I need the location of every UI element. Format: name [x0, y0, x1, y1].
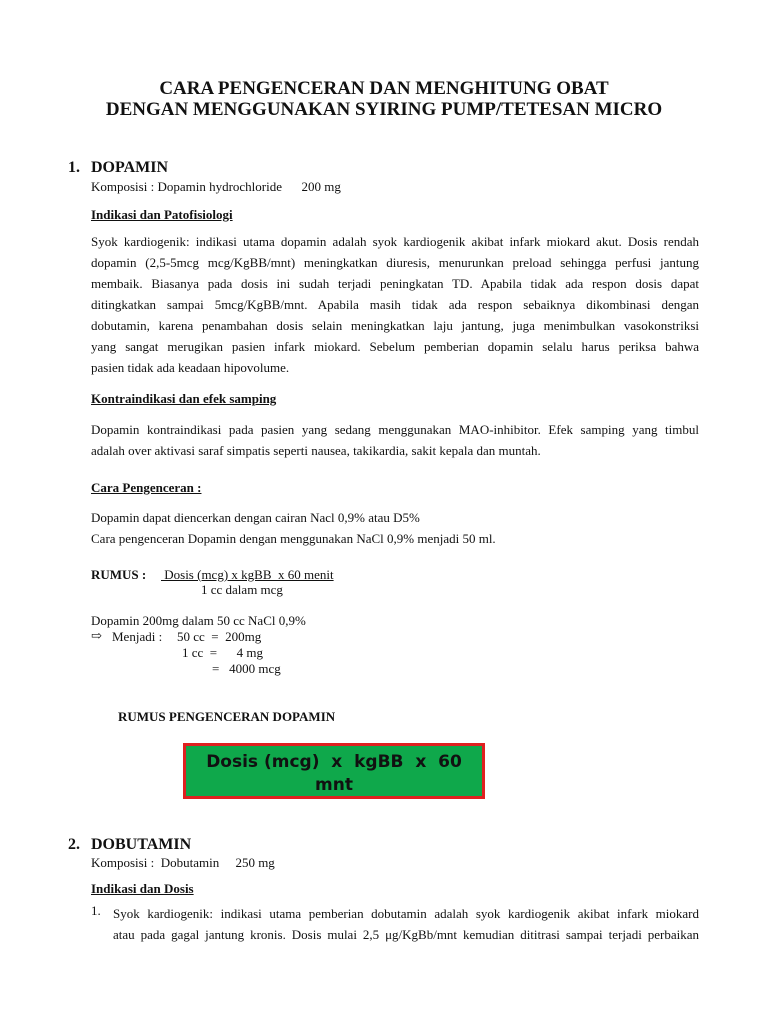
- formula-box: [183, 743, 485, 799]
- calc-line1: Dopamin 200mg dalam 50 cc NaCl 0,9%: [91, 613, 306, 628]
- paragraph-line: pasien tidak ada keadaan hipovolume.: [91, 360, 290, 375]
- rumus-numerator: Dosis (mcg) x kgBB x 60 menit: [161, 567, 334, 582]
- calc-line3: 1 cc = 4 mg: [182, 645, 263, 660]
- paragraph-line: Syok kardiogenik: indikasi utama dopamin adalah syok kardiogenik akibat infark miokard akut. Dosis rendah: [91, 234, 699, 249]
- list-item-number: 1.: [91, 903, 101, 918]
- paragraph-line: adalah over aktivasi saraf simpatis seperti nausea, takikardia, sakit kepala dan muntah.: [91, 443, 541, 458]
- dopamin-kontraindikasi-heading: Kontraindikasi dan efek samping: [91, 391, 277, 406]
- paragraph-line: Dopamin kontraindikasi pada pasien yang sedang menggunakan MAO-inhibitor. Efek samping yang timbul: [91, 422, 699, 437]
- dopamin-indikasi-paragraph: [91, 231, 699, 378]
- paragraph-line: membaik. Biasanya pada dosis ini sudah terjadi peningkatan TD. Apabila tidak ada respon dosis dapat: [91, 276, 699, 291]
- paragraph-line: atau pada gagal jantung kronis. Dosis mulai 2,5 μg/KgBb/mnt kemudian dititrasi sampai terjadi perbaikan: [113, 927, 699, 942]
- dopamin-cara-line2: Cara pengenceran Dopamin dengan menggunakan NaCl 0,9% menjadi 50 ml.: [91, 531, 496, 546]
- dopamin-cara-line1: Dopamin dapat diencerkan dengan cairan Nacl 0,9% atau D5%: [91, 510, 420, 525]
- section-heading-dobutamin: DOBUTAMIN: [91, 836, 192, 853]
- section-number-1: 1.: [68, 159, 80, 176]
- section-number-2: 2.: [68, 836, 80, 853]
- section-heading-dopamin: DOPAMIN: [91, 159, 169, 176]
- rumus-pengenceran-heading: RUMUS PENGENCERAN DOPAMIN: [118, 709, 336, 724]
- dopamin-komposisi: Komposisi : Dopamin hydrochloride 200 mg: [91, 179, 341, 194]
- dopamin-kontraindikasi-paragraph: [91, 419, 699, 461]
- dobutamin-indikasi-heading: Indikasi dan Dosis: [91, 881, 194, 896]
- document-title-line2: DENGAN MENGGUNAKAN SYIRING PUMP/TETESAN MICRO: [105, 99, 663, 120]
- calc-line4: = 4000 mcg: [212, 661, 281, 676]
- dopamin-indikasi-heading: Indikasi dan Patofisiologi: [91, 207, 233, 222]
- arrow-icon: ⇨: [91, 628, 102, 643]
- rumus-denominator: 1 cc dalam mcg: [201, 582, 283, 597]
- paragraph-line: dobutamin, karena penambahan dosis selain meningkatkan laju jantung, juga menimbulkan vasokonstriksi: [91, 318, 699, 333]
- calc-line2-label: Menjadi :: [112, 629, 163, 644]
- dopamin-cara-heading: Cara Pengenceran :: [91, 480, 202, 495]
- paragraph-line: dopamin (2,5-5mcg mcg/KgBB/mnt) meningkatkan diuresis, menurunkan preload sehingga perfusi jantung: [91, 255, 699, 270]
- calc-line2-value: 50 cc = 200mg: [177, 629, 262, 644]
- document-title-line1: CARA PENGENCERAN DAN MENGHITUNG OBAT: [159, 78, 609, 99]
- paragraph-line: Syok kardiogenik: indikasi utama pemberian dobutamin adalah syok kardiogenik akibat infark miokard: [113, 906, 699, 921]
- paragraph-line: ditingkatkan sampai 5mcg/KgBB/mnt. Apabila masih tidak ada respon sebaiknya dikombinasi dengan: [91, 297, 699, 312]
- rumus-label: RUMUS :: [91, 567, 147, 582]
- dobutamin-komposisi: Komposisi : Dobutamin 250 mg: [91, 855, 275, 870]
- formula-box-line1: Dosis (mcg) x kgBB x 60: [206, 752, 462, 772]
- dobutamin-item1-paragraph: [113, 903, 699, 945]
- paragraph-line: yang sangat merugikan pasien infark miokard. Sebelum pemberian dopamin selalu harus periksa bahwa: [91, 339, 699, 354]
- formula-box-line2: mnt: [315, 775, 353, 795]
